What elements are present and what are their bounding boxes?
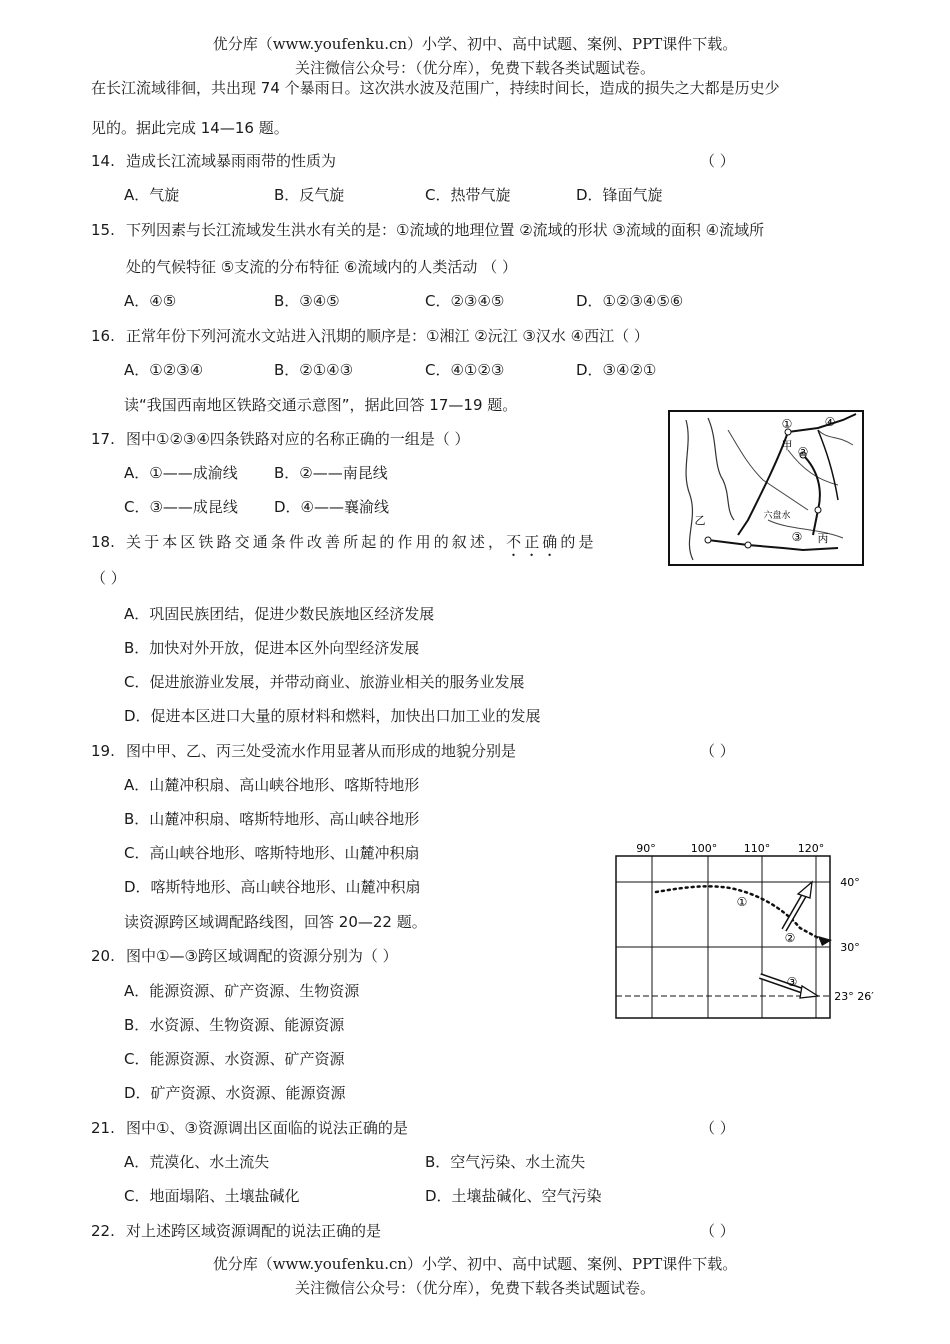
- lon-label-100: 100°: [690, 842, 718, 855]
- q20-option-b[interactable]: B．水资源、生物资源、能源资源: [124, 1016, 345, 1034]
- q18-stem-post: 的是: [560, 533, 597, 551]
- intro-line-1: 在长江流域徘徊，共出现 74 个暴雨日。这次洪水波及范围广，持续时间长，造成的损失之大都是历史少: [91, 79, 780, 97]
- q21-number: 21.: [91, 1119, 115, 1137]
- map1-label-2: ②: [797, 445, 809, 459]
- q16-option-d[interactable]: D．③④②①: [576, 361, 657, 379]
- map1-label-jia: 甲: [781, 439, 793, 452]
- q15-option-d[interactable]: D．①②③④⑤⑥: [576, 292, 684, 310]
- q14-option-b[interactable]: B．反气旋: [274, 186, 345, 204]
- lon-label-110: 110°: [743, 842, 771, 855]
- q20-number: 20.: [91, 947, 115, 965]
- q15-number: 15.: [91, 221, 115, 239]
- map1-label-liupanshui: 六盘水: [763, 511, 791, 521]
- lat-label-tropic: 23° 26′: [834, 990, 874, 1003]
- q21-option-d[interactable]: D．土壤盐碱化、空气污染: [425, 1187, 602, 1205]
- lat-label-40: 40°: [840, 876, 860, 889]
- map1-label-4: ④: [824, 415, 836, 429]
- q18-answer-paren[interactable]: （ ）: [91, 569, 126, 587]
- q22-number: 22.: [91, 1222, 115, 1240]
- map1-label-yi: 乙: [694, 514, 706, 527]
- q17-number: 17.: [91, 430, 115, 448]
- route-label-1: ①: [736, 895, 748, 909]
- read-instruction-17-19: 读“我国西南地区铁路交通示意图”，据此回答 17—19 题。: [124, 396, 518, 414]
- q22-stem: 对上述跨区域资源调配的说法正确的是: [126, 1222, 382, 1240]
- q14-option-a[interactable]: A．气旋: [124, 186, 180, 204]
- q15-option-b[interactable]: B．③④⑤: [274, 292, 340, 310]
- q16-option-b[interactable]: B．②①④③: [274, 361, 354, 379]
- q21-answer-paren[interactable]: （ ）: [700, 1119, 735, 1137]
- footer-line-1: 优分库（www.youfenku.cn）小学、初中、高中试题、案例、PPT课件下载。: [212, 1255, 738, 1273]
- q18-option-a[interactable]: A．巩固民族团结，促进少数民族地区经济发展: [124, 605, 435, 623]
- q19-option-c[interactable]: C．高山峡谷地形、喀斯特地形、山麓冲积扇: [124, 844, 420, 862]
- q19-option-a[interactable]: A．山麓冲积扇、高山峡谷地形、喀斯特地形: [124, 776, 420, 794]
- q14-option-d[interactable]: D．锋面气旋: [576, 186, 663, 204]
- q15-option-a[interactable]: A．④⑤: [124, 292, 177, 310]
- q15-stem-line-2: 处的气候特征 ⑤支流的分布特征 ⑥流域内的人类活动 （ ）: [126, 258, 517, 276]
- q17-option-a[interactable]: A．①——成渝线: [124, 464, 238, 482]
- q17-option-b[interactable]: B．②——南昆线: [274, 464, 388, 482]
- lon-label-120: 120°: [797, 842, 825, 855]
- q19-option-b[interactable]: B．山麓冲积扇、喀斯特地形、高山峡谷地形: [124, 810, 420, 828]
- route-label-3: ③: [786, 975, 798, 989]
- q17-stem: 图中①②③④四条铁路对应的名称正确的一组是（ ）: [126, 430, 470, 448]
- q16-stem: 正常年份下列河流水文站进入汛期的顺序是：①湘江 ②沅江 ③汉水 ④西江（ ）: [126, 327, 649, 345]
- q20-option-c[interactable]: C．能源资源、水资源、矿产资源: [124, 1050, 345, 1068]
- q18-number: 18.: [91, 533, 115, 551]
- southwest-railway-map: [668, 410, 864, 566]
- q20-option-d[interactable]: D．矿产资源、水资源、能源资源: [124, 1084, 346, 1102]
- map1-label-bing: 丙: [817, 532, 829, 545]
- q21-stem: 图中①、③资源调出区面临的说法正确的是: [126, 1119, 408, 1137]
- q16-option-c[interactable]: C．④①②③: [425, 361, 505, 379]
- lat-label-30: 30°: [840, 941, 860, 954]
- q18-stem-emphasis: 不正确: [506, 533, 561, 551]
- q16-option-a[interactable]: A．①②③④: [124, 361, 204, 379]
- q15-stem-line-1: 下列因素与长江流域发生洪水有关的是：①流域的地理位置 ②流域的形状 ③流域的面积 ④流域所: [126, 221, 765, 239]
- footer-line-2: 关注微信公众号：（优分库），免费下载各类试题试卷。: [294, 1279, 655, 1297]
- map1-label-1: ①: [781, 417, 793, 431]
- q17-option-c[interactable]: C．③——成昆线: [124, 498, 238, 516]
- q19-answer-paren[interactable]: （ ）: [700, 742, 735, 760]
- map1-label-3: ③: [791, 530, 803, 544]
- q18-stem-pre: 关于本区铁路交通条件改善所起的作用的叙述，: [126, 533, 507, 551]
- lon-label-90: 90°: [636, 842, 656, 855]
- q21-option-b[interactable]: B．空气污染、水土流失: [425, 1153, 586, 1171]
- read-instruction-20-22: 读资源跨区域调配路线图，回答 20—22 题。: [124, 913, 427, 931]
- q14-option-c[interactable]: C．热带气旋: [425, 186, 511, 204]
- q14-number: 14.: [91, 152, 115, 170]
- resource-transfer-map: [610, 840, 890, 1022]
- header-line-2: 关注微信公众号：（优分库），免费下载各类试题试卷。: [294, 59, 655, 77]
- q19-option-d[interactable]: D．喀斯特地形、高山峡谷地形、山麓冲积扇: [124, 878, 421, 896]
- header-line-1: 优分库（www.youfenku.cn）小学、初中、高中试题、案例、PPT课件下载。: [212, 35, 738, 53]
- q22-answer-paren[interactable]: （ ）: [700, 1222, 735, 1240]
- q21-option-a[interactable]: A．荒漠化、水土流失: [124, 1153, 270, 1171]
- q18-option-b[interactable]: B．加快对外开放，促进本区外向型经济发展: [124, 639, 420, 657]
- q17-option-d[interactable]: D．④——襄渝线: [274, 498, 389, 516]
- q18-option-d[interactable]: D．促进本区进口大量的原材料和燃料，加快出口加工业的发展: [124, 707, 541, 725]
- q21-option-c[interactable]: C．地面塌陷、土壤盐碱化: [124, 1187, 300, 1205]
- intro-line-2: 见的。据此完成 14—16 题。: [91, 119, 289, 137]
- q20-option-a[interactable]: A．能源资源、矿产资源、生物资源: [124, 982, 360, 1000]
- q16-number: 16.: [91, 327, 115, 345]
- q14-answer-paren[interactable]: （ ）: [700, 152, 735, 170]
- q19-stem: 图中甲、乙、丙三处受流水作用显著从而形成的地貌分别是: [126, 742, 517, 760]
- q19-number: 19.: [91, 742, 115, 760]
- q20-stem: 图中①—③跨区域调配的资源分别为（ ）: [126, 947, 398, 965]
- route-label-2: ②: [784, 931, 796, 945]
- q15-option-c[interactable]: C．②③④⑤: [425, 292, 505, 310]
- q14-stem: 造成长江流域暴雨雨带的性质为: [126, 152, 337, 170]
- q18-stem: [126, 531, 597, 560]
- q18-option-c[interactable]: C．促进旅游业发展，并带动商业、旅游业相关的服务业发展: [124, 673, 525, 691]
